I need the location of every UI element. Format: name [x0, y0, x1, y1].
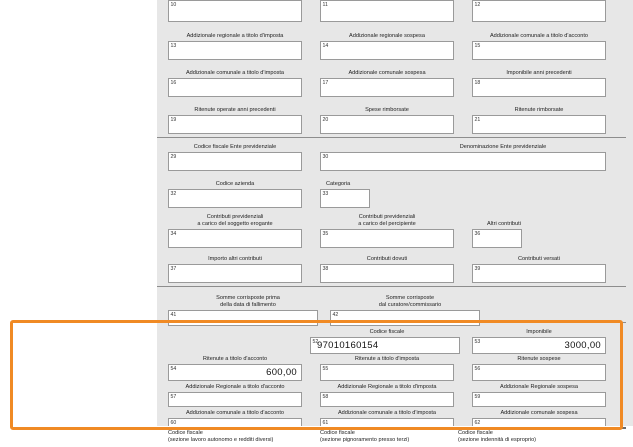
caption-61: Addizionale comunale a titolo d'imposta — [337, 410, 437, 416]
field-30-number: 30 — [322, 153, 329, 160]
field-13-number: 13 — [170, 42, 177, 49]
field-21-number: 21 — [474, 116, 481, 123]
field-18[interactable] — [472, 78, 606, 97]
caption-57: Addizionale Regionale a titolo d'acconto — [185, 384, 285, 390]
field-62-number: 62 — [474, 419, 481, 426]
field-33-number: 33 — [322, 190, 329, 197]
caption-18: Imponibile anni precedenti — [506, 70, 572, 76]
field-59[interactable] — [472, 392, 606, 407]
field-35[interactable] — [320, 229, 454, 248]
field-56-number: 56 — [474, 365, 481, 372]
caption-54: Ritenute a titolo d'acconto — [202, 356, 268, 362]
field-41-number: 41 — [170, 311, 177, 318]
field-29[interactable] — [168, 152, 302, 171]
field-58-number: 58 — [322, 393, 329, 400]
field-58[interactable] — [320, 392, 454, 407]
caption-37: Importo altri contributi — [208, 256, 262, 262]
field-42[interactable] — [330, 310, 480, 326]
field-39[interactable] — [472, 264, 606, 283]
field-39-number: 39 — [474, 265, 481, 272]
field-15-number: 15 — [474, 42, 481, 49]
caption-34-line1: Contributi previdenziali — [206, 214, 264, 220]
field-14[interactable] — [320, 41, 454, 60]
caption-13: Addizionale regionale a titolo d'imposta — [186, 33, 284, 39]
caption-bottom-1-line2: (sezione lavoro autonomo e redditi diversi) — [168, 437, 274, 443]
caption-16: Addizionale comunale a titolo d'imposta — [185, 70, 285, 76]
caption-42-line2: dal curatore/commissario — [378, 302, 442, 308]
caption-29: Codice fiscale Ente previdenziale — [193, 144, 277, 150]
field-52-value: 97010160154 — [317, 340, 379, 351]
field-37[interactable] — [168, 264, 302, 283]
caption-41-line2: della data di fallimento — [220, 302, 276, 308]
caption-20: Spese rimborsate — [365, 107, 409, 113]
caption-53: Imponibile — [526, 329, 552, 335]
caption-34-line2: a carico del soggetto erogante — [197, 221, 273, 227]
field-34[interactable] — [168, 229, 302, 248]
field-34-number: 34 — [170, 230, 177, 237]
field-57[interactable] — [168, 392, 302, 407]
field-54-ritenute-acconto[interactable] — [168, 364, 302, 381]
field-17[interactable] — [320, 78, 454, 97]
caption-14: Addizionale regionale sospesa — [349, 33, 425, 39]
field-13[interactable] — [168, 41, 302, 60]
caption-19: Ritenute operate anni precedenti — [194, 107, 276, 113]
caption-35-line2: a carico del percipiente — [358, 221, 416, 227]
field-20[interactable] — [320, 115, 454, 134]
caption-38: Contributi dovuti — [366, 256, 408, 262]
field-56-ritenute-sospese[interactable] — [472, 364, 606, 381]
field-30[interactable] — [320, 152, 606, 171]
field-52-codice-fiscale[interactable] — [310, 337, 460, 354]
field-57-number: 57 — [170, 393, 177, 400]
caption-21: Ritenute rimborsate — [514, 107, 564, 113]
field-29-number: 29 — [170, 153, 177, 160]
field-20-number: 20 — [322, 116, 329, 123]
field-55-number: 55 — [322, 365, 329, 372]
field-36[interactable] — [472, 229, 522, 248]
field-36-number: 36 — [474, 230, 481, 237]
caption-bottom-1-line1: Codice fiscale — [168, 430, 203, 436]
caption-42-line1: Somme corrisposte — [385, 295, 435, 301]
field-19-number: 19 — [170, 116, 177, 123]
field-12[interactable] — [472, 0, 606, 22]
caption-56: Ritenute sospese — [517, 356, 561, 362]
caption-bottom-3-line2: (sezione indennità di esproprio) — [458, 437, 537, 443]
caption-30: Denominazione Ente previdenziale — [459, 144, 547, 150]
field-18-number: 18 — [474, 79, 481, 86]
field-41[interactable] — [168, 310, 318, 326]
caption-60: Addizionale comunale a titolo d'acconto — [185, 410, 285, 416]
caption-59: Addizionale Regionale sospesa — [499, 384, 579, 390]
field-32[interactable] — [168, 189, 302, 208]
field-35-number: 35 — [322, 230, 329, 237]
caption-35-line1: Contributi previdenziali — [358, 214, 416, 220]
field-19[interactable] — [168, 115, 302, 134]
caption-39: Contributi versati — [518, 256, 560, 262]
field-11-number: 11 — [322, 1, 328, 8]
field-38-number: 38 — [322, 265, 329, 272]
caption-33: Categoria — [326, 181, 351, 187]
caption-bottom-3-line1: Codice fiscale — [458, 430, 493, 436]
field-33[interactable] — [320, 189, 370, 208]
caption-32: Codice azienda — [215, 181, 255, 187]
field-17-number: 17 — [322, 79, 329, 86]
field-53-value: 3000,00 — [564, 340, 601, 351]
field-11[interactable] — [320, 0, 454, 22]
field-52-number: 52 — [312, 338, 319, 345]
caption-55: Ritenute a titolo d'imposta — [354, 356, 420, 362]
field-37-number: 37 — [170, 265, 177, 272]
caption-62: Addizionale comunale sospesa — [500, 410, 578, 416]
caption-52: Codice fiscale — [369, 329, 405, 335]
field-15[interactable] — [472, 41, 606, 60]
field-60-number: 60 — [170, 419, 177, 426]
field-21[interactable] — [472, 115, 606, 134]
caption-bottom-2-line1: Codice fiscale — [320, 430, 355, 436]
field-54-value: 600,00 — [266, 367, 297, 378]
field-16[interactable] — [168, 78, 302, 97]
field-14-number: 14 — [322, 42, 329, 49]
field-42-number: 42 — [332, 311, 339, 318]
field-10-number: 10 — [170, 1, 177, 8]
field-16-number: 16 — [170, 79, 177, 86]
caption-36: Altri contributi — [487, 221, 521, 227]
field-12-number: 12 — [474, 1, 481, 8]
field-59-number: 59 — [474, 393, 481, 400]
caption-58: Addizionale Regionale a titolo d'imposta — [337, 384, 437, 390]
label-gutter — [0, 0, 157, 446]
caption-41-line1: Somme corrisposte prima — [216, 295, 280, 301]
field-55-ritenute-imposta[interactable] — [320, 364, 454, 381]
caption-15: Addizionale comunale a titolo d'acconto — [489, 33, 589, 39]
field-53-imponibile[interactable] — [472, 337, 606, 354]
caption-bottom-2-line2: (sezione pignoramento presso terzi) — [320, 437, 410, 443]
field-32-number: 32 — [170, 190, 177, 197]
field-38[interactable] — [320, 264, 454, 283]
field-10[interactable] — [168, 0, 302, 22]
field-54-number: 54 — [170, 365, 177, 372]
caption-17: Addizionale comunale sospesa — [348, 70, 426, 76]
field-61-number: 61 — [322, 419, 329, 426]
field-53-number: 53 — [474, 338, 481, 345]
